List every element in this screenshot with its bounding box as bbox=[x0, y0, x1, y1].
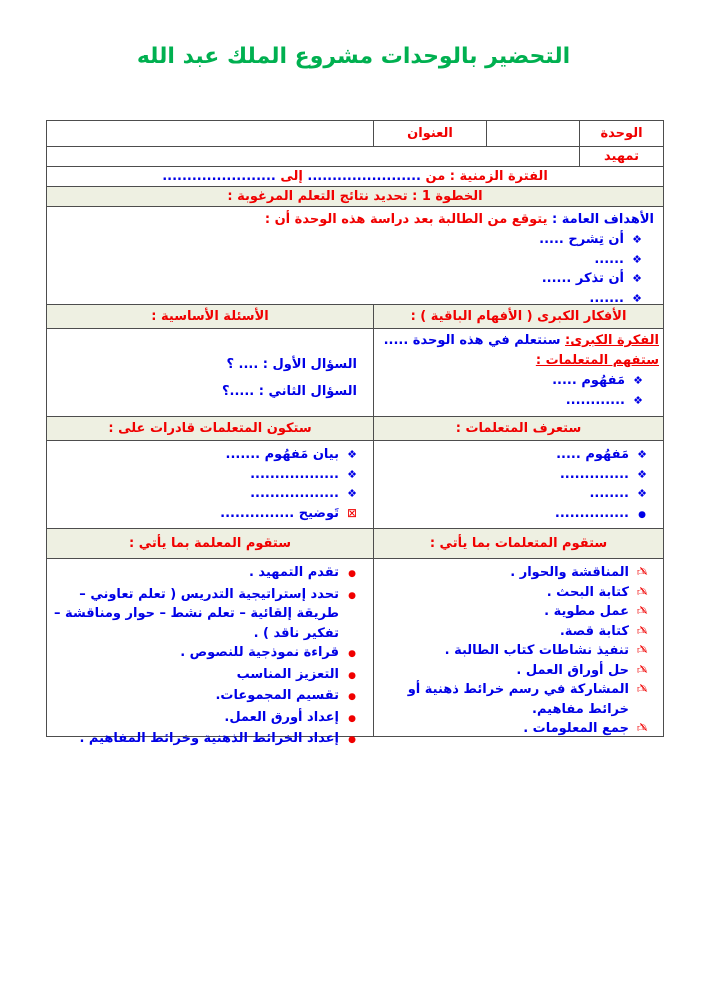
period-from-dots: ....................... bbox=[307, 168, 421, 184]
list-item: ❖ ........ bbox=[374, 484, 663, 504]
writing-hand-bullet-icon: ✍ bbox=[636, 682, 648, 697]
diamond-bullet-icon: ❖ bbox=[632, 252, 642, 266]
lesson-plan-table bbox=[46, 120, 664, 746]
diamond-bullet-icon: ❖ bbox=[632, 291, 642, 305]
box-x-bullet-icon: ⊠ bbox=[346, 505, 358, 520]
diamond-bullet-icon: ❖ bbox=[632, 233, 642, 246]
big-ideas-header-row bbox=[47, 305, 663, 329]
will-do-content-row bbox=[47, 559, 663, 746]
writing-hand-bullet-icon: ✍ bbox=[636, 565, 648, 580]
understand-label: ستفهم المتعلمات : bbox=[535, 353, 659, 368]
will-know-header: ستعرف المتعلمات : bbox=[455, 421, 582, 436]
dot-red-bullet-icon: ● bbox=[348, 692, 356, 702]
diamond-bullet-icon: ❖ bbox=[633, 374, 643, 387]
able-to-list bbox=[47, 445, 373, 523]
unit-label: الوحدة bbox=[600, 126, 643, 141]
teacher-actions-list bbox=[47, 563, 373, 751]
list-item: ● قراءة نموذجية للنصوص . bbox=[47, 643, 373, 665]
diamond-bullet-icon: ❖ bbox=[632, 272, 642, 285]
diamond-bullet-icon: ❖ bbox=[347, 448, 357, 461]
period-to-dots: ....................... bbox=[162, 168, 276, 184]
step1-band bbox=[47, 187, 663, 207]
learners-actions-header-cell bbox=[373, 529, 663, 558]
goals-heading-line bbox=[52, 209, 658, 230]
question-2: السؤال الثاني : .....؟ bbox=[221, 384, 357, 399]
title-value-cell[interactable] bbox=[47, 121, 373, 146]
intro-label-cell bbox=[579, 147, 663, 166]
teacher-actions-header-cell bbox=[47, 529, 373, 558]
title-label: العنوان bbox=[407, 126, 453, 141]
will-know-list bbox=[374, 445, 663, 525]
list-item: ❖ أن تِشرح ..... bbox=[52, 230, 658, 250]
diamond-bullet-icon: ❖ bbox=[347, 487, 357, 500]
title-label-cell bbox=[373, 121, 486, 146]
goals-list bbox=[52, 230, 658, 308]
essential-questions-header: الأسئلة الأساسية : bbox=[151, 309, 269, 324]
list-item: ❖ .................. bbox=[47, 465, 373, 485]
will-do-header-row bbox=[47, 529, 663, 559]
will-know-content-row bbox=[47, 441, 663, 529]
list-item: ❖ أن تذكر ...... bbox=[52, 269, 658, 289]
dot-red-bullet-icon: ● bbox=[348, 569, 356, 579]
period-row bbox=[47, 167, 663, 187]
goals-row bbox=[47, 207, 663, 305]
will-know-header-row bbox=[47, 417, 663, 441]
big-ideas-header: الأفكار الكبرى ( الأفهام الباقية ) : bbox=[410, 309, 627, 324]
big-ideas-header-cell bbox=[373, 305, 663, 328]
diamond-bullet-icon: ❖ bbox=[637, 467, 647, 481]
learners-actions-header: ستقوم المتعلمات بما يأتي : bbox=[429, 536, 608, 551]
list-item: ✍ كتابة قصة. bbox=[374, 622, 663, 642]
essential-questions-header-cell bbox=[47, 305, 373, 328]
dot-bullet-icon: ● bbox=[638, 509, 646, 520]
learners-actions-cell bbox=[373, 559, 663, 736]
period-from-label: الفترة الزمنية : من bbox=[425, 168, 548, 184]
list-item: ● تقدم التمهيد . bbox=[47, 563, 373, 585]
list-item: ● تحدد إستراتيجية التدريس ( تعلم تعاوني – طريقة إلقائية – تعلم نشط – حوار ومناقشة – تفكير ناقد ) . bbox=[47, 585, 373, 644]
able-to-cell bbox=[47, 441, 373, 528]
list-item: ❖ ............ bbox=[376, 391, 659, 411]
dot-red-bullet-icon: ● bbox=[348, 713, 356, 724]
teacher-actions-cell bbox=[47, 559, 373, 746]
unit-title-row bbox=[47, 121, 663, 147]
list-item: ● إعداد الخرائط الذهنية وخرائط المفاهيم . bbox=[47, 729, 373, 751]
list-item: ❖ بيان مَفهُوم ....... bbox=[47, 445, 373, 465]
writing-hand-bullet-icon: ✍ bbox=[636, 662, 648, 678]
writing-hand-bullet-icon: ✍ bbox=[636, 584, 648, 600]
diamond-bullet-icon: ❖ bbox=[637, 448, 647, 461]
goals-label: الأهداف العامة : bbox=[552, 212, 654, 227]
intro-value-cell[interactable] bbox=[47, 147, 579, 166]
list-item: ❖ .................. bbox=[47, 484, 373, 504]
list-item: ✍ تنفيذ نشاطات كتاب الطالبة . bbox=[374, 641, 663, 661]
learners-actions-list bbox=[374, 563, 663, 739]
intro-label: تمهيد bbox=[604, 149, 639, 164]
dot-red-bullet-icon: ● bbox=[348, 670, 356, 681]
big-idea-text: سنتعلم في هذه الوحدة ..... bbox=[383, 333, 566, 348]
list-item: ✍ كتابة البحث . bbox=[374, 583, 663, 603]
list-item: ❖ ...... bbox=[52, 250, 658, 270]
list-item: ❖ ....... bbox=[52, 289, 658, 309]
will-know-header-cell bbox=[373, 417, 663, 440]
list-item: ✍ المناقشة والحوار . bbox=[374, 563, 663, 583]
list-item: ❖ مَفهُوم ..... bbox=[374, 445, 663, 465]
able-to-header-cell bbox=[47, 417, 373, 440]
teacher-actions-header: ستقوم المعلمة بما يأتي : bbox=[129, 536, 291, 551]
question-1: السؤال الأول : .... ؟ bbox=[226, 357, 357, 372]
list-item: ❖ مَفهُوم ..... bbox=[376, 371, 659, 391]
understand-label-line bbox=[376, 351, 659, 371]
list-item: ✍ عمل مطوية . bbox=[374, 602, 663, 622]
period-line bbox=[162, 167, 548, 187]
able-to-header: ستكون المتعلمات قادرات على : bbox=[108, 421, 312, 436]
list-item: ● ............... bbox=[374, 504, 663, 526]
dot-red-bullet-icon: ● bbox=[348, 649, 356, 659]
list-item: ● إعداد أورق العمل. bbox=[47, 708, 373, 730]
diamond-bullet-icon: ❖ bbox=[633, 393, 643, 407]
intro-row bbox=[47, 147, 663, 167]
page-title: التحضير بالوحدات مشروع الملك عبد الله bbox=[136, 44, 571, 69]
writing-hand-bullet-icon: ✍ bbox=[636, 721, 648, 736]
questions-cell bbox=[47, 329, 373, 416]
big-idea-cell bbox=[373, 329, 663, 416]
big-idea-line bbox=[376, 331, 659, 351]
period-to-label: إلى bbox=[280, 168, 303, 184]
list-item: ⊠ تَوضيح ............... bbox=[47, 504, 373, 524]
goals-intro: يتوقع من الطالبة بعد دراسة هذه الوحدة أن : bbox=[264, 212, 553, 227]
dot-red-bullet-icon: ● bbox=[348, 590, 356, 601]
writing-hand-bullet-icon: ✍ bbox=[636, 623, 648, 639]
list-item: ✍ المشاركة في رسم خرائط ذهنية أو خرائط مفاهيم. bbox=[407, 682, 648, 717]
writing-hand-bullet-icon: ✍ bbox=[636, 643, 648, 658]
list-item: ✍ جمع المعلومات . bbox=[374, 719, 663, 739]
understand-list bbox=[376, 371, 659, 410]
list-item: ● التعزيز المناسب bbox=[47, 665, 373, 687]
goals-cell bbox=[47, 207, 663, 304]
step1-heading: الخطوة 1 : تحديد نتائج التعلم المرغوبة : bbox=[227, 189, 483, 204]
writing-hand-bullet-icon: ✍ bbox=[636, 604, 648, 619]
list-item: ❖ .............. bbox=[374, 465, 663, 485]
list-item: ✍ حل أوراق العمل . bbox=[374, 661, 663, 681]
dot-red-bullet-icon: ● bbox=[348, 735, 356, 745]
list-item: ● تقسيم المجموعات. bbox=[47, 686, 373, 708]
big-ideas-content-row bbox=[47, 329, 663, 417]
diamond-bullet-icon: ❖ bbox=[347, 467, 357, 481]
unit-value-cell[interactable] bbox=[486, 121, 579, 146]
big-idea-label: الفكرة الكبرى: bbox=[565, 333, 659, 348]
will-know-cell bbox=[373, 441, 663, 528]
unit-label-cell bbox=[579, 121, 663, 146]
diamond-bullet-icon: ❖ bbox=[637, 487, 647, 500]
